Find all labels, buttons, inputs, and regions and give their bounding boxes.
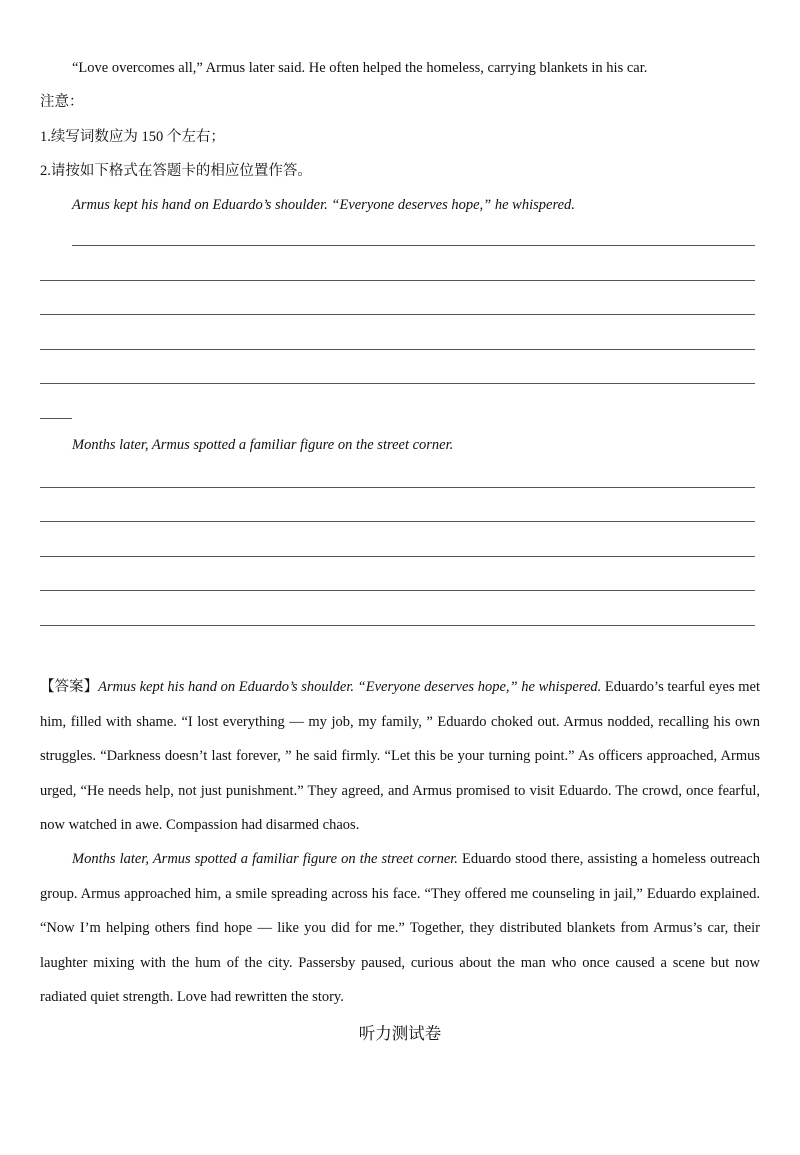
section-title: 听力测试卷 — [358, 1024, 442, 1043]
note-label: 注意： — [40, 94, 84, 110]
writing-line — [40, 556, 755, 557]
writing-line — [40, 487, 755, 488]
answer-para2-body: Eduardo stood there, assisting a homeless outreach group. Armus approached him, a smile spreading across his face. “They offered me counseling in jail,” Eduardo explained. “Now I’m helping others find hope — like you did for me.” Together, they distributed blankets from Armus’s car, their laughter mixing with the hum of the city. Passersby paused, curious about the man who once caused a scene but now radiated quiet strength. Love had rewritten the story. — [40, 851, 760, 1005]
answer-para2-opening: Months later, Armus spotted a familiar figure on the street corner. — [72, 851, 458, 867]
writing-line — [72, 245, 755, 246]
writing-line — [40, 625, 755, 626]
answer-paragraph-2 — [40, 842, 760, 1015]
note-1: 1.续写词数应为 150 个左右； — [40, 129, 225, 145]
answer-paragraph-1 — [40, 670, 760, 843]
writing-line — [40, 590, 755, 591]
para1-opening: Armus kept his hand on Eduardo’s shoulder. “Everyone deserves hope,” he whispered. — [72, 197, 575, 213]
writing-line — [40, 314, 755, 315]
note-2: 2.请按如下格式在答题卡的相应位置作答。 — [40, 163, 312, 179]
writing-line — [40, 418, 72, 419]
answer-para1-body: Eduardo’s tearful eyes met him, filled with shame. “I lost everything — my job, my family, ” Eduardo choked out. Armus nodded, recalling his own struggles. “Darkness doesn’t last forever, ” he said firmly. “Let this be your turning point.” As officers approached, Armus urged, “He needs help, not just punishment.” They agreed, and Armus promised to visit Eduardo. The crowd, once fearful, now watched in awe. Compassion had disarmed chaos. — [40, 679, 761, 833]
closing-line: “Love overcomes all,” Armus later said. He often helped the homeless, carrying blankets in his car. — [72, 60, 648, 76]
writing-line — [40, 280, 755, 281]
answer-para1-opening: Armus kept his hand on Eduardo’s shoulder. “Everyone deserves hope,” he whispered. — [98, 679, 602, 695]
answer-label: 【答案】 — [40, 679, 99, 695]
writing-line — [40, 521, 755, 522]
writing-line — [40, 349, 755, 350]
para2-opening: Months later, Armus spotted a familiar figure on the street corner. — [72, 437, 454, 453]
writing-line — [40, 383, 755, 384]
